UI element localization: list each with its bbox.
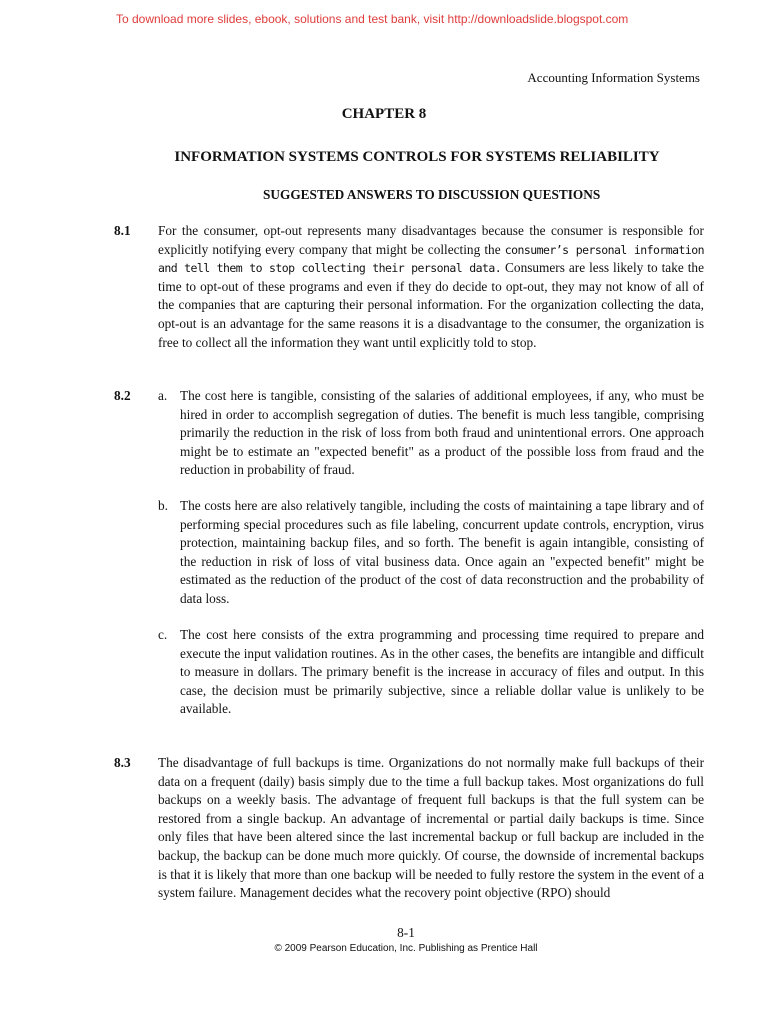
item-letter: b. [158,498,168,513]
answer-text: The disadvantage of full backups is time. Organizations do not normally make full backups of their data on a frequent (daily) basis simply due to the time a full backup takes. Most organizations do full backups on a weekly basis. The advantage of frequent full backups is that the full system can be restored from a single backup. An advantage of incremental or partial daily backups is time. Since only files that have been altered since the last incremental backup or full backup are included in the backup, the backup can be done much more quickly. Of course, the downside of incremental backups is that it is likely that more than one backup will be needed to fully restore the system in the event of a system failure. Management decides what the recovery point objective (RPO) should [158,755,704,901]
question-8-2-item-a [158,387,704,480]
item-text: The cost here consists of the extra programming and processing time required to prepare and execute the input validation routines. As in the other cases, the benefits are intangible and difficult to measure in dollars. The primary benefit is the increase in accuracy of files and output. In this case, the decision must be primarily subjective, since a reliable dollar value is unlikely to be available. [180,627,704,717]
section-subtitle: SUGGESTED ANSWERS TO DISCUSSION QUESTIONS [263,187,601,202]
question-number: 8.2 [114,388,131,403]
item-text: The costs here are also relatively tangible, including the costs of maintaining a tape library and of performing special procedures such as file labeling, concurrent update controls, encryption, virus protection, maintaining backup files, and so forth. The benefit is again intangible, consisting of the reduction in risk of loss of vital business data. Once again an "expected benefit" might be estimated as the reduction of the product of the cost of data reconstruction and the probability of data loss. [180,498,704,606]
answer-text-part-2: consumer’s personal information and tell them to stop collecting their personal data. [158,242,704,276]
answer-text-part-3: Consumers are less likely to take the time to opt-out of these programs and even if they do decide to opt-out, they may not know of all of the companies that are capturing their personal information. For the organization collecting the data, opt-out is an advantage for the same reasons it is a disadvantage to the consumer, the organization is free to collect all the information they want until explicitly told to stop. [158,260,704,350]
question-number: 8.3 [114,755,131,770]
question-8-2-item-b [158,497,704,609]
chapter-heading: CHAPTER 8 [341,106,427,122]
item-text: The cost here is tangible, consisting of the salaries of additional employees, if any, who must be hired in order to accomplish segregation of duties. The benefit is much less tangible, comprising primarily the reduction in the risk of loss from both fraud and unintentional errors. One approach might be to estimate an "expected benefit" as a product of the possible loss from fraud and the reduction in probability of fraud. [180,388,704,478]
answer-text [158,222,704,352]
running-head: Accounting Information Systems [527,70,700,85]
copyright-footer: © 2009 Pearson Education, Inc. Publishing as Prentice Hall [274,943,538,954]
question-8-3 [114,754,704,903]
answer-text-part-1: For the consumer, opt-out represents many disadvantages because the consumer is responsible for explicitly notifying every company that might be collecting the [158,223,704,257]
item-letter: a. [158,388,168,403]
question-8-2-item-c [158,626,704,719]
download-banner-link[interactable]: To download more slides, ebook, solutions and test bank, visit http://downloadslide.blogspot.com [116,12,629,26]
question-8-1 [114,222,704,352]
chapter-title: INFORMATION SYSTEMS CONTROLS FOR SYSTEMS RELIABILITY [174,149,660,165]
question-number: 8.1 [114,223,131,238]
page-number: 8-1 [397,925,415,940]
item-letter: c. [158,627,168,642]
